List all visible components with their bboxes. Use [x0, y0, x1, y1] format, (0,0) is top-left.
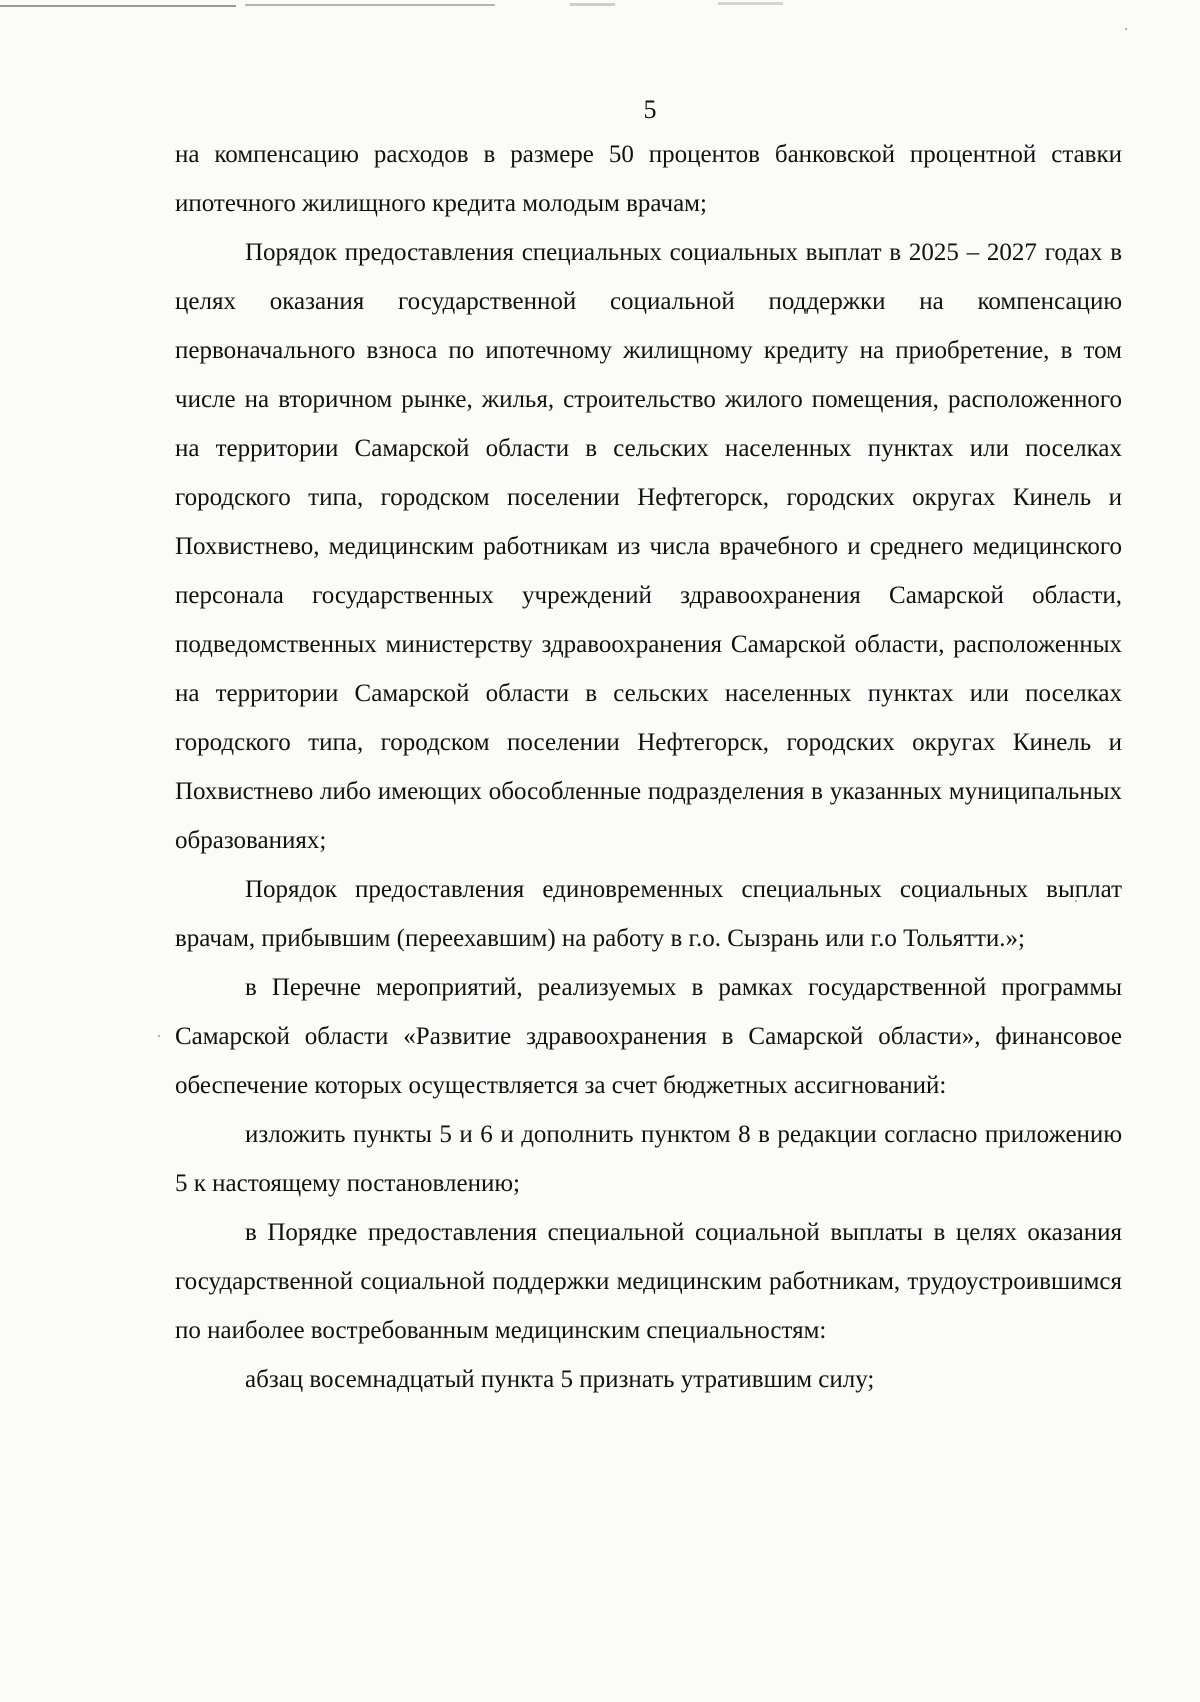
- paragraph-one-time-payments-procedure: Порядок предоставления единовременных специальных социальных выплат врачам, прибывшим (переехавшим) на работу в г.о. Сызрань или г.о Тольятти.»;: [175, 876, 1122, 952]
- scan-speck: [158, 1035, 160, 1037]
- paragraph-special-payment-procedure: в Порядке предоставления специальной социальной выплаты в целях оказания государственной социальной поддержки медицинским работникам, трудоустроившимся по наиболее востребованным медицинским специальностям:: [175, 1219, 1122, 1344]
- paragraph-invalidate-clause: абзац восемнадцатый пункта 5 признать утратившим силу;: [245, 1366, 875, 1393]
- page-number: 5: [643, 95, 657, 124]
- scan-edge-mark: [245, 4, 495, 6]
- paragraph-measures-list: в Перечне мероприятий, реализуемых в рамках государственной программы Самарской области «Развитие здравоохранения в Самарской области», финансовое обеспечение которых осуществляется за счет бюджетных ассигнований:: [175, 974, 1122, 1099]
- scan-edge-mark: [570, 3, 615, 6]
- scan-edge-mark: [0, 5, 236, 7]
- paragraph-mortgage-compensation-tail: на компенсацию расходов в размере 50 процентов банковской процентной ставки ипотечного жилищного кредита молодым врачам;: [175, 141, 1122, 217]
- paragraph-amend-items: изложить пункты 5 и 6 и дополнить пунктом 8 в редакции согласно приложению 5 к настоящему постановлению;: [175, 1121, 1122, 1197]
- scan-edge-mark: [718, 2, 783, 5]
- scan-speck: [1125, 28, 1127, 30]
- document-body: [175, 130, 1122, 1404]
- paragraph-down-payment-procedure: Порядок предоставления специальных социальных выплат в 2025 – 2027 годах в целях оказания государственной социальной поддержки на компенсацию первоначального взноса по ипотечному жилищному кредиту на приобретение, в том числе на вторичном рынке, жилья, строительство жилого помещения, расположенного на территории Самарской области в сельских населенных пунктах или поселках городского типа, городском поселении Нефтегорск, городских округах Кинель и Похвистнево, медицинским работникам из числа врачебного и среднего медицинского персонала государственных учреждений здравоохранения Самарской области, подведомственных министерству здравоохранения Самарской области, расположенных на территории Самарской области в сельских населенных пунктах или поселках городского типа, городском поселении Нефтегорск, городских округах Кинель и Похвистнево либо имеющих обособленные подразделения в указанных муниципальных образованиях;: [175, 239, 1122, 854]
